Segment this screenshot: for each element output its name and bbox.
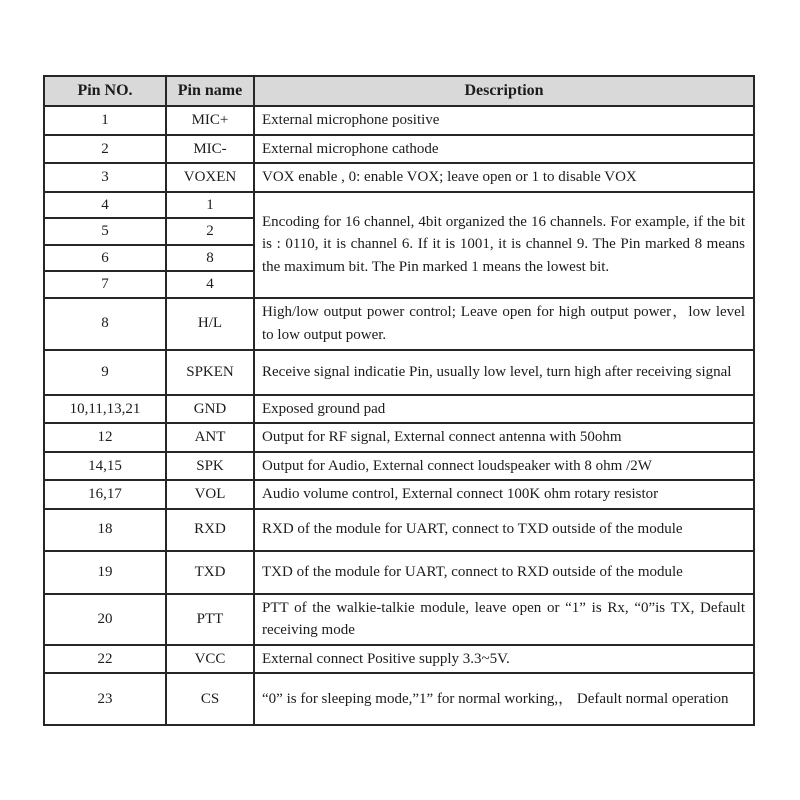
pin-no-cell: 22 <box>44 645 166 674</box>
description-cell: Receive signal indicatie Pin, usually low level, turn high after receiving signal <box>254 350 754 395</box>
pin-name-cell: 8 <box>166 245 254 272</box>
pin-name-cell: 1 <box>166 192 254 219</box>
description-cell: PTT of the walkie-talkie module, leave open or “1” is Rx, “0”is TX, Default receiving mode <box>254 594 754 645</box>
table-header-row <box>44 76 754 106</box>
table-row <box>44 106 754 135</box>
table-row <box>44 480 754 509</box>
description-cell: Output for Audio, External connect loudspeaker with 8 ohm /2W <box>254 452 754 481</box>
pin-name-cell: 4 <box>166 271 254 298</box>
pin-no-cell: 16,17 <box>44 480 166 509</box>
description-cell: Exposed ground pad <box>254 395 754 424</box>
description-cell: VOX enable , 0: enable VOX; leave open or 1 to disable VOX <box>254 163 754 192</box>
table-row <box>44 163 754 192</box>
header-description: Description <box>254 76 754 106</box>
header-pin-no: Pin NO. <box>44 76 166 106</box>
pin-name-cell: CS <box>166 673 254 725</box>
pin-no-cell: 8 <box>44 298 166 350</box>
table-row <box>44 452 754 481</box>
pin-no-cell: 7 <box>44 271 166 298</box>
pin-no-cell: 4 <box>44 192 166 219</box>
pin-name-cell: PTT <box>166 594 254 645</box>
pin-no-cell: 19 <box>44 551 166 594</box>
pin-name-cell: H/L <box>166 298 254 350</box>
description-cell: External microphone cathode <box>254 135 754 164</box>
table-row <box>44 395 754 424</box>
table-row <box>44 350 754 395</box>
table-row <box>44 423 754 452</box>
description-cell: Encoding for 16 channel, 4bit organized the 16 channels. For example, if the bit is : 0110, it is channel 6. If it is 1001, it is channel 9. The Pin marked 8 means the maximum bit. The Pin marked 1 means the lowest bit. <box>254 192 754 298</box>
pin-name-cell: MIC+ <box>166 106 254 135</box>
pin-no-cell: 1 <box>44 106 166 135</box>
table-row <box>44 594 754 645</box>
description-cell: “0” is for sleeping mode,”1” for normal working,， Default normal operation <box>254 673 754 725</box>
description-cell: External connect Positive supply 3.3~5V. <box>254 645 754 674</box>
pin-no-cell: 2 <box>44 135 166 164</box>
table-row <box>44 298 754 350</box>
description-cell: TXD of the module for UART, connect to RXD outside of the module <box>254 551 754 594</box>
pin-name-cell: SPK <box>166 452 254 481</box>
table-row <box>44 135 754 164</box>
pin-name-cell: SPKEN <box>166 350 254 395</box>
pin-no-cell: 10,11,13,21 <box>44 395 166 424</box>
pin-no-cell: 18 <box>44 509 166 551</box>
pin-name-cell: RXD <box>166 509 254 551</box>
pin-no-cell: 6 <box>44 245 166 272</box>
header-pin-name: Pin name <box>166 76 254 106</box>
description-cell: Output for RF signal, External connect antenna with 50ohm <box>254 423 754 452</box>
table-row <box>44 673 754 725</box>
description-cell: External microphone positive <box>254 106 754 135</box>
pin-no-cell: 23 <box>44 673 166 725</box>
pin-no-cell: 14,15 <box>44 452 166 481</box>
table-row <box>44 192 754 219</box>
pin-no-cell: 5 <box>44 218 166 245</box>
pin-no-cell: 9 <box>44 350 166 395</box>
pin-name-cell: TXD <box>166 551 254 594</box>
pin-no-cell: 3 <box>44 163 166 192</box>
pin-name-cell: MIC- <box>166 135 254 164</box>
pin-name-cell: GND <box>166 395 254 424</box>
pin-no-cell: 20 <box>44 594 166 645</box>
pin-name-cell: VOXEN <box>166 163 254 192</box>
pin-name-cell: ANT <box>166 423 254 452</box>
pin-name-cell: VCC <box>166 645 254 674</box>
pin-no-cell: 12 <box>44 423 166 452</box>
pin-table <box>43 75 755 726</box>
description-cell: Audio volume control, External connect 100K ohm rotary resistor <box>254 480 754 509</box>
pin-name-cell: VOL <box>166 480 254 509</box>
description-cell: RXD of the module for UART, connect to TXD outside of the module <box>254 509 754 551</box>
pin-name-cell: 2 <box>166 218 254 245</box>
table-row <box>44 551 754 594</box>
table-row <box>44 509 754 551</box>
description-cell: High/low output power control; Leave open for high output power，low level to low output power. <box>254 298 754 350</box>
table-row <box>44 645 754 674</box>
